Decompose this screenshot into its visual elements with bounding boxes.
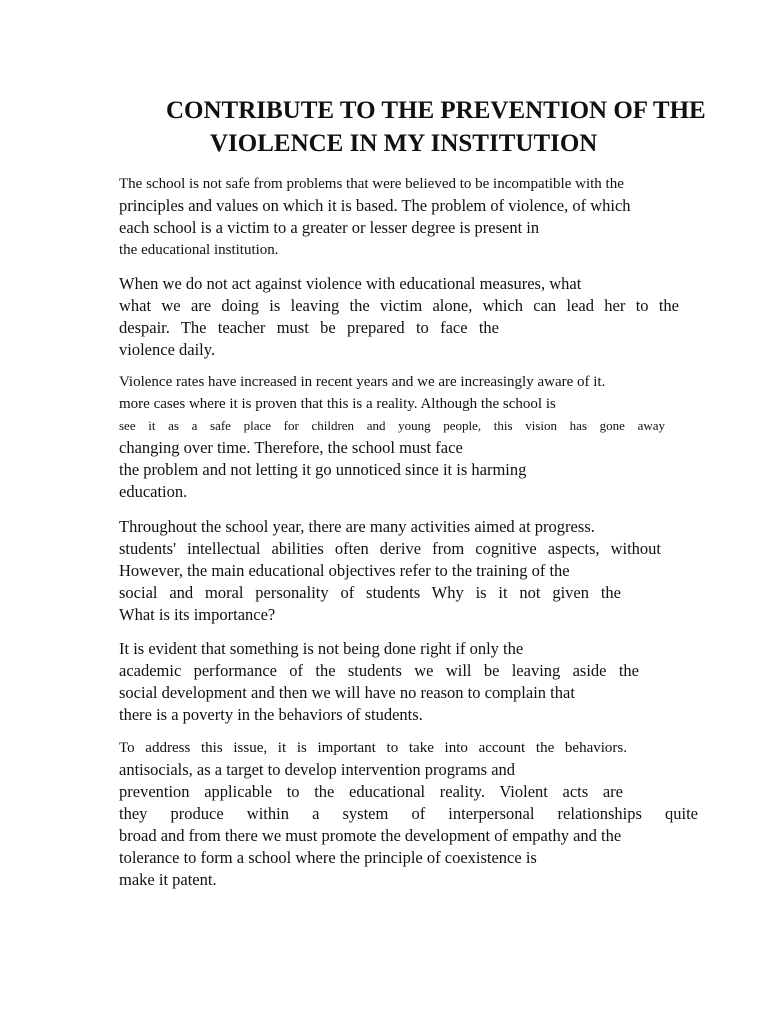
text-line: academic performance of the students we will be leaving aside the	[119, 661, 639, 680]
text-line: tolerance to form a school where the principle of coexistence is	[119, 848, 537, 867]
text-line: social development and then we will have no reason to complain that	[119, 683, 575, 702]
text-line: It is evident that something is not being done right if only the	[119, 639, 524, 658]
text-line: there is a poverty in the behaviors of students.	[119, 705, 423, 724]
text-line: The school is not safe from problems that were believed to be incompatible with the	[119, 176, 624, 192]
paragraph-6	[119, 737, 698, 891]
text-line: the problem and not letting it go unnoticed since it is harming	[119, 460, 527, 479]
title-line-2: VIOLENCE IN MY INSTITUTION	[210, 130, 598, 157]
text-line: the educational institution.	[119, 242, 279, 258]
text-line: more cases where it is proven that this is a reality. Although the school is	[119, 396, 556, 412]
paragraph-2	[119, 273, 679, 361]
text-line: broad and from there we must promote the development of empathy and the	[119, 826, 622, 845]
text-line: despair. The teacher must be prepared to face the	[119, 318, 499, 337]
text-line: social and moral personality of students Why is it not given the	[119, 583, 621, 602]
text-line: When we do not act against violence with educational measures, what	[119, 274, 582, 293]
text-line: each school is a victim to a greater or lesser degree is present in	[119, 218, 540, 237]
text-line: Throughout the school year, there are many activities aimed at progress.	[119, 517, 595, 536]
text-line: Violence rates have increased in recent years and we are increasingly aware of it.	[119, 374, 606, 390]
text-line: violence daily.	[119, 340, 216, 359]
text-line: changing over time. Therefore, the school must face	[119, 438, 463, 457]
text-line: antisocials, as a target to develop intervention programs and	[119, 760, 516, 779]
text-line: what we are doing is leaving the victim alone, which can lead her to the	[119, 296, 679, 315]
text-line: they produce within a system of interpersonal relationships quite	[119, 804, 698, 823]
text-line: However, the main educational objectives refer to the training of the	[119, 561, 570, 580]
text-line: prevention applicable to the educational reality. Violent acts are	[119, 782, 623, 801]
paragraph-1	[119, 173, 679, 261]
text-line: see it as a safe place for children and young people, this vision has gone away	[119, 418, 665, 433]
text-line: principles and values on which it is based. The problem of violence, of which	[119, 196, 631, 215]
text-line: education.	[119, 482, 188, 501]
title-line-1: CONTRIBUTE TO THE PREVENTION OF THE	[166, 97, 706, 124]
document-title	[0, 94, 768, 160]
text-line: To address this issue, it is important to take into account the behaviors.	[119, 740, 627, 756]
paragraph-4	[119, 516, 661, 626]
text-line: students' intellectual abilities often derive from cognitive aspects, without	[119, 539, 661, 558]
paragraph-3	[119, 371, 667, 503]
text-line: make it patent.	[119, 870, 217, 889]
paragraph-5	[119, 638, 639, 726]
text-line: What is its importance?	[119, 605, 276, 624]
